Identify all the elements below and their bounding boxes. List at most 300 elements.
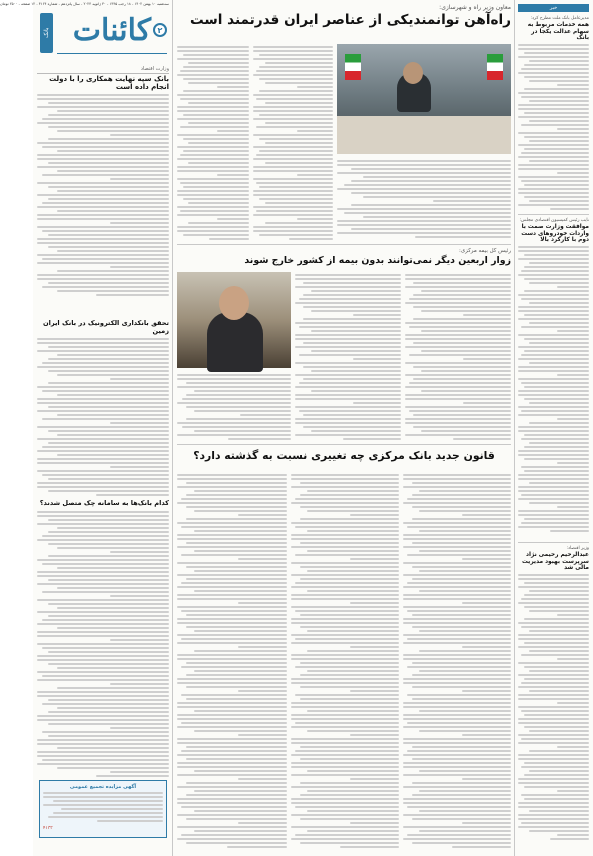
text-line — [363, 196, 511, 198]
text-line — [37, 158, 169, 160]
text-line — [177, 798, 287, 800]
text-line — [177, 58, 249, 60]
text-line — [37, 262, 169, 264]
text-line — [340, 846, 399, 848]
text-line — [177, 166, 249, 168]
text-line — [37, 214, 169, 216]
text-line — [181, 582, 287, 584]
text-line — [228, 438, 291, 440]
headline: کدام بانک‌ها به سامانه چک متصل شدند؟ — [39, 499, 169, 507]
text-line — [42, 202, 169, 204]
text-line — [403, 726, 511, 728]
text-line — [311, 330, 401, 332]
text-line — [300, 578, 399, 580]
text-line — [177, 46, 249, 48]
insurance-story-col-1 — [405, 272, 511, 440]
text-line — [337, 220, 511, 222]
text-line — [518, 454, 589, 456]
text-line — [557, 834, 589, 836]
text-line — [37, 226, 169, 228]
text-line — [299, 382, 401, 384]
text-line — [48, 442, 169, 444]
text-line — [521, 410, 589, 412]
text-line — [291, 486, 399, 488]
text-line — [407, 582, 511, 584]
text-line — [295, 394, 401, 396]
text-line — [57, 434, 169, 436]
text-line — [48, 663, 169, 665]
text-line — [253, 178, 333, 180]
text-line — [110, 178, 169, 180]
text-line — [37, 386, 169, 388]
text-line — [53, 800, 163, 802]
text-line — [291, 546, 399, 548]
text-line — [57, 190, 169, 192]
text-line — [421, 290, 511, 292]
text-line — [291, 586, 399, 588]
text-line — [48, 543, 169, 545]
text-line — [413, 426, 511, 428]
text-line — [529, 262, 589, 264]
text-line — [186, 746, 287, 748]
text-line — [529, 120, 589, 122]
text-line — [48, 651, 169, 653]
text-line — [37, 515, 169, 517]
text-line — [238, 602, 288, 604]
text-line — [311, 350, 401, 352]
text-line — [57, 170, 169, 172]
text-line — [518, 294, 589, 296]
text-line — [295, 346, 401, 348]
text-line — [412, 686, 511, 688]
text-line — [300, 662, 399, 664]
text-line — [518, 144, 589, 146]
text-line — [177, 190, 249, 192]
text-line — [265, 162, 333, 164]
text-line — [186, 406, 291, 408]
text-line — [57, 414, 169, 416]
text-line — [518, 44, 589, 46]
text-line — [48, 735, 169, 737]
headline: بانک سپه نهایت همکاری را با دولت انجام داده است — [49, 75, 169, 92]
text-line — [518, 818, 589, 820]
text-line — [524, 290, 589, 292]
text-line — [518, 754, 589, 756]
text-line — [186, 758, 287, 760]
text-line — [37, 94, 169, 96]
text-line — [524, 606, 589, 608]
text-line — [37, 438, 169, 440]
text-line — [238, 646, 288, 648]
text-line — [48, 114, 169, 116]
text-line — [291, 702, 399, 704]
central-bank-col-2 — [291, 472, 399, 850]
text-line — [48, 615, 169, 617]
text-line — [186, 842, 287, 844]
text-line — [521, 298, 589, 300]
text-line — [307, 630, 399, 632]
text-line — [300, 626, 399, 628]
text-line — [344, 184, 511, 186]
text-line — [403, 486, 511, 488]
text-line — [344, 212, 511, 214]
text-line — [37, 482, 169, 484]
right-story-2: نایب رئیس کمیسیون اقتصادی مجلس: موافقت وزارت صمت با واردات خودروهای دست دوم با کارکرد بالا — [518, 218, 589, 536]
text-line — [412, 794, 511, 796]
text-line — [518, 574, 589, 576]
headline: قانون جدید بانک مرکزی چه تغییری نسبت به گذشته دارد؟ — [193, 449, 495, 462]
text-line — [183, 78, 249, 80]
text-line — [238, 778, 288, 780]
text-line — [181, 666, 287, 668]
text-line — [403, 634, 511, 636]
text-line — [518, 318, 589, 320]
text-line — [405, 394, 511, 396]
text-line — [529, 140, 589, 142]
text-line — [57, 567, 169, 569]
text-line — [186, 794, 287, 796]
text-line — [183, 54, 249, 56]
text-line — [529, 482, 589, 484]
text-line — [295, 406, 401, 408]
text-line — [177, 386, 291, 388]
text-line — [238, 734, 288, 736]
text-line — [518, 662, 589, 664]
text-line — [110, 378, 169, 380]
text-line — [238, 514, 288, 516]
text-line — [524, 76, 589, 78]
text-line — [419, 790, 511, 792]
text-line — [265, 222, 333, 224]
text-line — [57, 747, 169, 749]
text-line — [42, 390, 169, 392]
text-line — [529, 590, 589, 592]
text-line — [42, 118, 169, 120]
text-line — [521, 626, 589, 628]
body-text — [37, 511, 169, 781]
text-line — [188, 102, 249, 104]
text-line — [518, 250, 589, 252]
text-line — [421, 330, 511, 332]
text-line — [253, 106, 333, 108]
text-line — [37, 719, 169, 721]
text-line — [48, 358, 169, 360]
text-line — [518, 358, 589, 360]
text-line — [303, 318, 401, 320]
text-line — [337, 208, 511, 210]
text-line — [42, 418, 169, 420]
text-line — [463, 402, 511, 404]
text-line — [177, 678, 287, 680]
text-line — [295, 418, 401, 420]
text-line — [194, 430, 291, 432]
text-line — [48, 723, 169, 725]
text-line — [524, 254, 589, 256]
text-line — [300, 818, 399, 820]
text-line — [403, 474, 511, 476]
text-line — [177, 522, 287, 524]
text-line — [183, 114, 249, 116]
text-line — [177, 606, 287, 608]
text-line — [194, 510, 288, 512]
text-line — [177, 474, 287, 476]
text-line — [529, 502, 589, 504]
text-line — [524, 148, 589, 150]
text-line — [407, 498, 511, 500]
text-line — [57, 110, 169, 112]
text-line — [37, 599, 169, 601]
text-line — [42, 258, 169, 260]
text-line — [307, 730, 399, 732]
text-line — [291, 618, 399, 620]
text-line — [518, 622, 589, 624]
text-line — [259, 66, 333, 68]
text-line — [57, 290, 169, 292]
text-line — [37, 426, 169, 428]
text-line — [37, 278, 169, 280]
text-line — [177, 486, 287, 488]
text-line — [405, 286, 511, 288]
text-line — [419, 710, 511, 712]
text-line — [529, 362, 589, 364]
text-line — [42, 563, 169, 565]
text-line — [295, 498, 399, 500]
text-line — [253, 110, 333, 112]
text-line — [521, 124, 589, 126]
text-line — [37, 655, 169, 657]
text-line — [96, 294, 169, 296]
text-line — [61, 808, 163, 810]
text-line — [463, 314, 511, 316]
text-line — [351, 180, 511, 182]
text-line — [183, 66, 249, 68]
text-line — [295, 398, 401, 400]
text-line — [524, 470, 589, 472]
text-line — [186, 782, 287, 784]
text-line — [259, 54, 333, 56]
text-line — [524, 774, 589, 776]
text-line — [57, 707, 169, 709]
text-line — [337, 188, 511, 190]
text-line — [177, 742, 287, 744]
text-line — [518, 734, 589, 736]
text-line — [188, 122, 249, 124]
text-line — [37, 695, 169, 697]
text-line — [177, 214, 249, 216]
text-line — [518, 602, 589, 604]
text-line — [186, 418, 291, 420]
text-line — [253, 134, 333, 136]
text-line — [524, 714, 589, 716]
text-line — [57, 150, 169, 152]
text-line — [57, 767, 169, 769]
text-line — [37, 182, 169, 184]
text-line — [403, 598, 511, 600]
text-line — [412, 662, 511, 664]
text-line — [194, 730, 288, 732]
text-line — [405, 398, 511, 400]
text-line — [291, 654, 399, 656]
text-line — [186, 662, 287, 664]
text-line — [37, 659, 169, 661]
text-line — [407, 666, 511, 668]
text-line — [518, 168, 589, 170]
text-line — [303, 306, 401, 308]
text-line — [42, 703, 169, 705]
text-line — [518, 674, 589, 676]
text-line — [413, 318, 511, 320]
text-line — [307, 490, 399, 492]
text-line — [177, 682, 287, 684]
text-line — [407, 554, 511, 556]
text-line — [524, 594, 589, 596]
text-line — [300, 506, 399, 508]
text-line — [529, 830, 589, 832]
text-line — [253, 214, 333, 216]
text-line — [177, 826, 287, 828]
left-story-2 — [37, 320, 169, 498]
text-line — [37, 218, 169, 220]
text-line — [550, 838, 589, 840]
text-line — [177, 106, 249, 108]
text-line — [413, 306, 511, 308]
text-line — [37, 739, 169, 741]
text-line — [177, 170, 249, 172]
text-line — [177, 374, 291, 376]
text-line — [37, 462, 169, 464]
text-line — [419, 730, 511, 732]
text-line — [177, 738, 287, 740]
text-line — [48, 531, 169, 533]
text-line — [48, 430, 169, 432]
text-line — [37, 106, 169, 108]
text-line — [524, 582, 589, 584]
text-line — [259, 186, 333, 188]
text-line — [550, 208, 589, 210]
text-line — [403, 786, 511, 788]
text-line — [37, 571, 169, 573]
text-line — [183, 90, 249, 92]
text-line — [291, 678, 399, 680]
text-line — [177, 574, 287, 576]
text-line — [43, 792, 163, 794]
text-line — [37, 486, 169, 488]
text-line — [177, 838, 287, 840]
text-line — [412, 818, 511, 820]
text-line — [180, 154, 249, 156]
text-line — [110, 771, 169, 773]
text-line — [37, 142, 169, 144]
text-line — [57, 210, 169, 212]
text-line — [194, 790, 288, 792]
text-line — [403, 534, 511, 536]
text-line — [403, 798, 511, 800]
text-line — [177, 226, 249, 228]
text-line — [194, 590, 288, 592]
text-line — [48, 246, 169, 248]
text-line — [413, 378, 511, 380]
text-line — [37, 643, 169, 645]
text-line — [295, 554, 399, 556]
text-line — [42, 446, 169, 448]
text-line — [238, 690, 288, 692]
text-line — [37, 763, 169, 765]
text-line — [240, 414, 291, 416]
text-line — [265, 122, 333, 124]
text-line — [412, 542, 511, 544]
text-line — [518, 56, 589, 58]
text-line — [529, 60, 589, 62]
text-line — [307, 810, 399, 812]
text-line — [412, 626, 511, 628]
text-line — [297, 218, 333, 220]
text-line — [295, 834, 399, 836]
text-line — [403, 814, 511, 816]
text-line — [412, 518, 511, 520]
text-line — [259, 198, 333, 200]
text-line — [529, 342, 589, 344]
text-line — [186, 626, 287, 628]
text-line — [405, 338, 511, 340]
text-line — [403, 706, 511, 708]
text-line — [413, 294, 511, 296]
advertisement-box — [39, 780, 167, 838]
text-line — [403, 606, 511, 608]
text-line — [518, 782, 589, 784]
table — [337, 116, 511, 154]
text-line — [194, 550, 288, 552]
text-line — [405, 278, 511, 280]
text-line — [419, 830, 511, 832]
text-line — [518, 246, 589, 248]
text-line — [48, 282, 169, 284]
text-line — [419, 770, 511, 772]
text-line — [177, 178, 249, 180]
text-line — [518, 578, 589, 580]
text-line — [413, 366, 511, 368]
text-line — [259, 138, 333, 140]
text-line — [217, 130, 249, 132]
text-line — [307, 650, 399, 652]
text-line — [186, 614, 287, 616]
text-line — [291, 598, 399, 600]
text-line — [256, 154, 333, 156]
text-line — [295, 806, 399, 808]
text-line — [518, 164, 589, 166]
text-line — [295, 338, 401, 340]
text-line — [253, 58, 333, 60]
text-line — [297, 130, 333, 132]
text-line — [37, 539, 169, 541]
text-line — [177, 726, 287, 728]
text-line — [183, 234, 249, 236]
text-line — [403, 754, 511, 756]
text-line — [307, 590, 399, 592]
text-line — [37, 154, 169, 156]
text-line — [186, 566, 287, 568]
text-line — [405, 406, 511, 408]
text-line — [48, 102, 169, 104]
text-line — [403, 678, 511, 680]
text-line — [350, 822, 399, 824]
text-line — [37, 511, 169, 513]
text-line — [524, 798, 589, 800]
text-line — [524, 398, 589, 400]
kicker: معاون وزیر راه و شهرسازی: — [439, 4, 511, 11]
text-line — [351, 204, 511, 206]
text-line — [177, 754, 287, 756]
text-line — [518, 686, 589, 688]
